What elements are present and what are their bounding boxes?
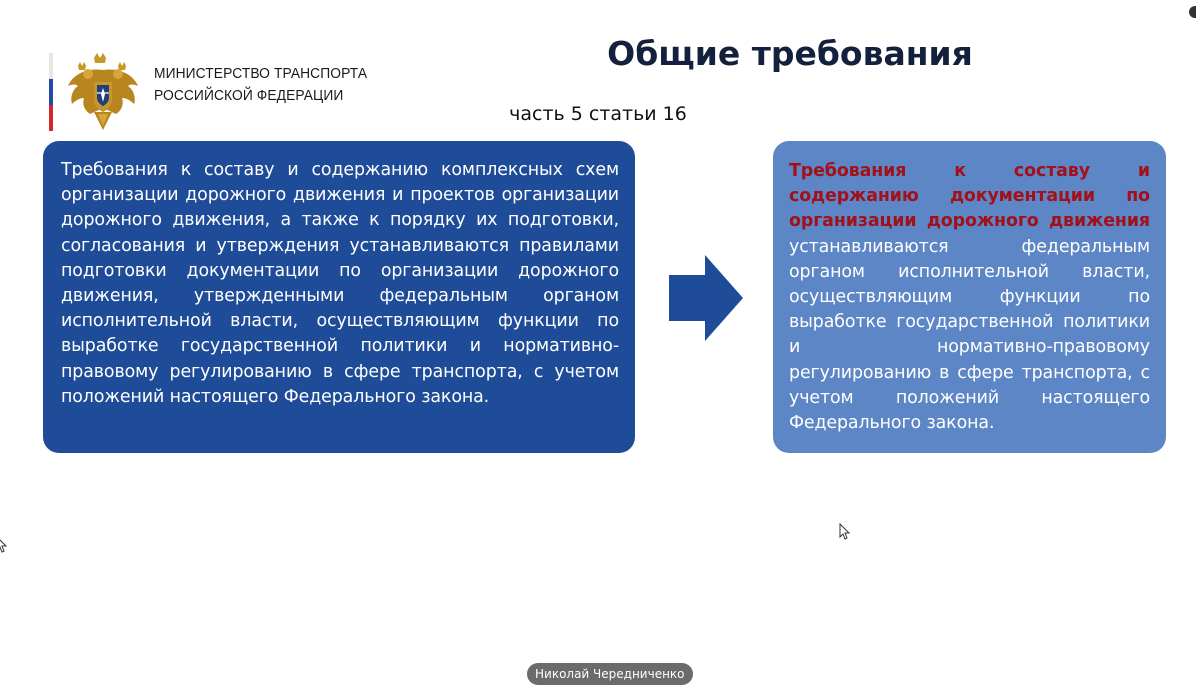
right-box-highlight: Требования к составу и содержанию документации по организации дорожного движения xyxy=(789,161,1150,232)
mouse-pointer-icon xyxy=(839,523,851,541)
right-box-body: устанавливаются федеральным органом исполнительной власти, осуществляющим функции по выработке государственной политики и нормативно-правовому регулированию в сфере транспорта, с учетом положений настоящего Федерального закона. xyxy=(789,236,1150,434)
right-text-box xyxy=(773,141,1166,453)
double-headed-eagle-icon xyxy=(64,52,142,132)
left-box-text: Требования к составу и содержанию комплексных схем организации дорожного движения и проектов организации дорожного движения, а также к порядку их подготовки, согласования и утверждения устанавливаются правилами подготовки документации по организации дорожного движения, утвержденными федеральным органом исполнительной власти, осуществляющим функции по выработке государственной политики и нормативно-правовому регулированию в сфере транспорта, с учетом положений настоящего Федерального закона. xyxy=(61,160,619,407)
russian-flag-stripe xyxy=(49,53,53,131)
ministry-name-line1: МИНИСТЕРСТВО ТРАНСПОРТА xyxy=(154,65,368,82)
slide-subtitle: часть 5 статьи 16 xyxy=(509,103,687,125)
right-box-text xyxy=(789,159,1150,436)
participant-name-badge[interactable]: Николай Чередниченко xyxy=(527,663,693,685)
arrow-right-icon xyxy=(669,255,743,341)
mouse-cursor-icon xyxy=(0,536,8,554)
slide-title: Общие требования xyxy=(607,34,973,73)
ministry-name xyxy=(154,63,393,107)
window-edge-indicator xyxy=(1189,6,1196,18)
ministry-name-line2: РОССИЙСКОЙ ФЕДЕРАЦИИ xyxy=(154,87,344,104)
left-text-box xyxy=(43,141,635,453)
